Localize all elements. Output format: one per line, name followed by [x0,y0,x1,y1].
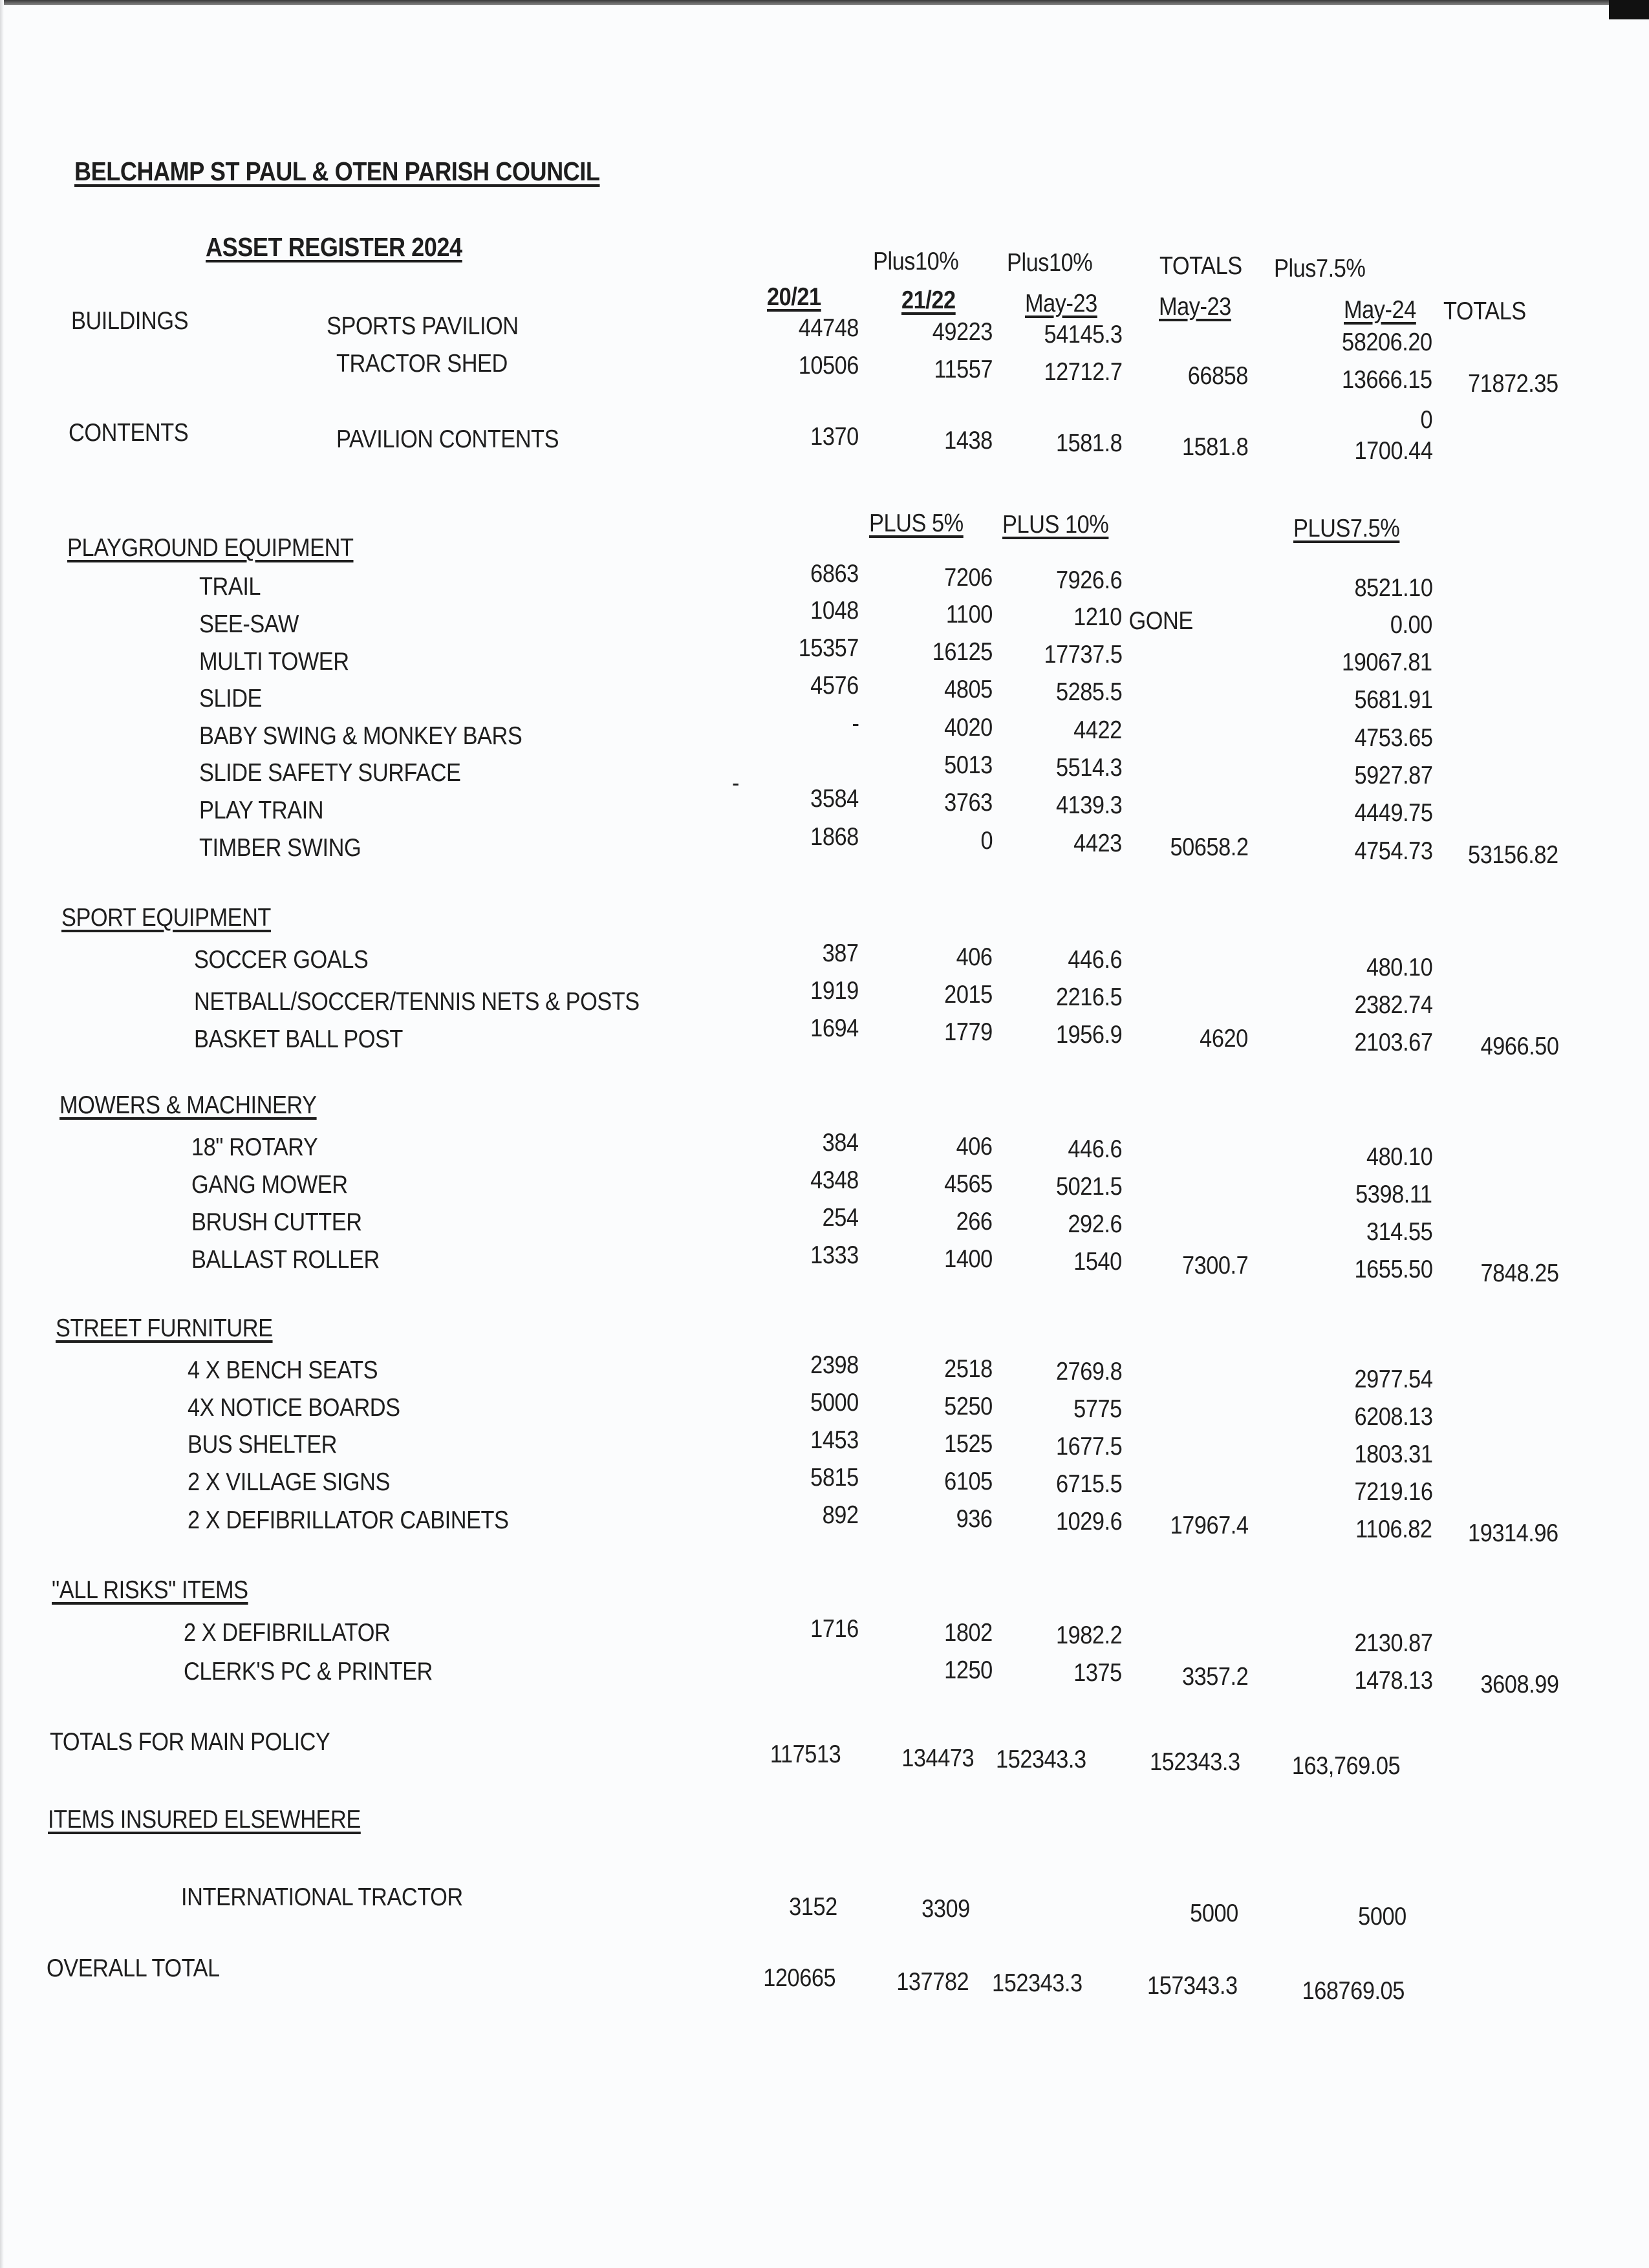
item-name: MULTI TOWER [199,648,349,676]
cell-v2122: 16125 [932,638,993,666]
cell-may23: 2769.8 [1055,1358,1122,1385]
header-plus10: PLUS 10% [1002,511,1109,539]
cell-v2122: 1779 [944,1018,993,1046]
cell-may24: 1700.44 [1354,437,1432,465]
item-name: 18" ROTARY [191,1133,318,1161]
header-totals-may23: TOTALS [1159,252,1242,280]
main-policy-may24: 163,769.05 [1291,1752,1400,1780]
cell-v2021: 2398 [810,1351,859,1379]
elsewhere-2122: 3309 [921,1895,970,1923]
item-name: CLERK'S PC & PRINTER [184,1658,433,1685]
cell-v2021: 5815 [810,1464,859,1492]
cell-v2021: 1048 [810,597,859,625]
cell-may23: 7926.6 [1055,566,1122,594]
cell-may23: 1677.5 [1055,1433,1122,1460]
elsewhere-2021: 3152 [789,1893,837,1921]
item-name: BRUSH CUTTER [191,1208,362,1236]
section-playground: PLAYGROUND EQUIPMENT [67,534,354,562]
section-buildings: BUILDINGS [71,307,189,335]
col-header-may23: May-23 [1025,290,1097,317]
header-plus5: PLUS 5% [869,509,964,537]
cell-v2122: 1250 [944,1656,993,1684]
cell-v2122: 2015 [944,981,993,1009]
item-name: 4X NOTICE BOARDS [188,1394,400,1422]
cell-may23-total: 1581.8 [1181,433,1248,461]
cell-v2122: 4020 [944,714,993,742]
cell-may24: 19067.81 [1342,648,1432,676]
cell-may24: 5398.11 [1355,1181,1432,1208]
cell-v2021: 1716 [810,1615,859,1643]
cell-may24: 7219.16 [1354,1478,1432,1506]
cell-v2122: 2518 [944,1355,993,1383]
cell-may23: 446.6 [1068,1135,1122,1163]
item-name: BALLAST ROLLER [191,1246,380,1274]
cell-may23: 5285.5 [1055,678,1122,706]
main-policy-2122: 134473 [901,1744,974,1772]
overall-2021: 120665 [763,1964,835,1992]
cell-v2021: - [852,710,859,738]
cell-may23-total: 3357.2 [1181,1663,1248,1691]
cell-may24: 4449.75 [1354,799,1432,827]
cell-v2021: 387 [823,939,859,967]
cell-may24: 480.10 [1366,954,1432,981]
item-name: PAVILION CONTENTS [336,425,559,453]
overall-may24: 168769.05 [1302,1977,1405,2005]
cell-v2021: 1694 [810,1014,859,1042]
scan-corner-mark [1609,0,1649,19]
cell-may24: 4754.73 [1354,837,1432,865]
cell-may23: 5021.5 [1055,1173,1122,1201]
cell-v2122: 49223 [932,318,993,346]
cell-may23: 446.6 [1068,946,1122,974]
overall-total-label: OVERALL TOTAL [47,1954,220,1982]
cell-may24: 2103.67 [1354,1029,1432,1056]
cell-v2122: 7206 [944,564,993,592]
cell-may24: 4753.65 [1354,724,1432,752]
cell-v2122: 5013 [944,751,993,779]
item-name: 2 X DEFIBRILLATOR [184,1619,391,1647]
cell-may24: 480.10 [1366,1143,1432,1171]
cell-v2122: 6105 [944,1468,993,1495]
item-name: TRACTOR SHED [336,350,508,378]
cell-v2021: 4348 [810,1166,859,1194]
section-sport: SPORT EQUIPMENT [61,904,271,932]
overall-may23: 152343.3 [992,1969,1083,1997]
overall-2122: 137782 [896,1968,969,1996]
cell-v2122: 1438 [944,427,993,455]
col-header-2021: 20/21 [767,283,821,311]
cell-v2021: 1919 [810,977,859,1005]
cell-may23-total: 7300.7 [1181,1252,1248,1279]
cell-v2021: 1453 [810,1426,859,1454]
cell-v2122: 406 [956,1133,993,1161]
cell-may24: 314.55 [1366,1218,1432,1246]
cell-may23: 5514.3 [1055,754,1122,782]
cell-may24: 8521.10 [1354,574,1432,602]
cell-total: 3608.99 [1480,1671,1558,1698]
cell-may23: 1956.9 [1055,1021,1122,1049]
cell-total: 53156.82 [1468,841,1558,869]
cell-may23: 292.6 [1068,1210,1122,1238]
cell-may23-total: 50658.2 [1170,833,1248,861]
cell-may24: 1803.31 [1354,1440,1432,1468]
item-name: TRAIL [199,573,261,601]
cell-total: 4966.50 [1480,1032,1558,1060]
section-elsewhere: ITEMS INSURED ELSEWHERE [48,1806,361,1834]
cell-v2021: 1370 [810,423,859,451]
item-name: 2 X DEFIBRILLATOR CABINETS [188,1506,509,1534]
col-header-2122: 21/22 [901,286,956,314]
zero-marker: 0 [1420,406,1432,434]
item-name: SOCCER GOALS [194,946,369,974]
cell-may23: 12712.7 [1044,358,1122,386]
cell-may23: 4423 [1073,829,1122,857]
cell-v2021: 4576 [810,672,859,700]
item-name: SLIDE SAFETY SURFACE [199,759,461,787]
cell-may23: 1210 [1073,603,1122,631]
item-name: INTERNATIONAL TRACTOR [181,1883,463,1911]
item-name: NETBALL/SOCCER/TENNIS NETS & POSTS [194,988,640,1016]
elsewhere-may23-total: 5000 [1190,1899,1238,1927]
cell-total: 7848.25 [1480,1259,1558,1287]
cell-may24: 5681.91 [1354,686,1432,714]
cell-may24: 1478.13 [1354,1667,1432,1695]
cell-may23: 4422 [1073,716,1122,744]
cell-may23: 17737.5 [1044,641,1122,669]
main-policy-may23-total: 152343.3 [1150,1748,1240,1776]
cell-may24: 58206.20 [1342,328,1432,356]
main-policy-2021: 117513 [770,1740,841,1768]
scan-border-top [0,0,1649,5]
section-street: STREET FURNITURE [56,1314,273,1342]
header-plus10-2122: Plus10% [873,248,959,275]
cell-v2122: 1525 [944,1430,993,1458]
main-policy-may23: 152343.3 [996,1746,1086,1773]
cell-v2021: 10506 [798,352,859,380]
main-policy-label: TOTALS FOR MAIN POLICY [50,1728,330,1756]
cell-may23: 1375 [1073,1659,1122,1687]
cell-may23: 2216.5 [1055,983,1122,1011]
item-name: BUS SHELTER [188,1431,338,1459]
stray-dash: - [732,769,739,797]
col-header-may24: May-24 [1344,296,1416,324]
cell-v2021: 892 [823,1501,859,1529]
cell-v2021: 1868 [810,823,859,851]
cell-may24: 0.00 [1390,611,1432,639]
cell-may24: 13666.15 [1342,366,1432,394]
item-name: SPORTS PAVILION [327,312,519,340]
cell-may24: 5927.87 [1354,762,1432,789]
cell-total: 71872.35 [1468,370,1558,398]
cell-may23: 54145.3 [1044,321,1122,348]
cell-may24: 6208.13 [1354,1403,1432,1431]
cell-may23: 4139.3 [1055,791,1122,819]
cell-v2122: 266 [956,1208,993,1236]
item-name: BABY SWING & MONKEY BARS [199,722,523,750]
header-plus75-may24: Plus7.5% [1274,255,1366,283]
cell-v2122: 5250 [944,1393,993,1420]
cell-v2122: 0 [980,827,993,855]
cell-may23-total: 66858 [1187,362,1248,390]
cell-may23: 1982.2 [1055,1621,1122,1649]
cell-may23: 1540 [1073,1248,1122,1276]
item-name: TIMBER SWING [199,834,361,862]
header-plus10-may23: Plus10% [1007,249,1093,277]
scan-border-left [0,0,4,2268]
header-plus75: PLUS7.5% [1293,515,1400,542]
cell-v2122: 1400 [944,1245,993,1273]
cell-v2021: 5000 [810,1389,859,1417]
cell-v2021: 44748 [798,314,859,342]
cell-v2021: 3584 [810,785,859,813]
cell-v2122: 4565 [944,1170,993,1198]
cell-may24: 1106.82 [1355,1515,1432,1543]
cell-v2122: 3763 [944,789,993,817]
cell-may23-total: 4620 [1200,1025,1248,1053]
cell-v2122: 1100 [945,601,993,628]
document-subtitle: ASSET REGISTER 2024 [206,232,462,262]
elsewhere-may24: 5000 [1358,1903,1406,1931]
cell-may24: 1655.50 [1354,1256,1432,1283]
cell-v2122: 4805 [944,676,993,703]
document-title: BELCHAMP ST PAUL & OTEN PARISH COUNCIL [74,156,600,186]
cell-v2122: 1802 [944,1619,993,1647]
cell-v2122: 11557 [934,356,993,383]
cell-may23: 6715.5 [1055,1470,1122,1498]
cell-may24: 2130.87 [1354,1629,1432,1657]
item-name: PLAY TRAIN [199,797,324,824]
item-name: BASKET BALL POST [194,1025,403,1053]
cell-v2021: 1333 [810,1241,859,1269]
cell-may23-total: 17967.4 [1170,1512,1248,1539]
section-contents: CONTENTS [69,419,189,447]
section-all-risks: "ALL RISKS" ITEMS [52,1576,248,1604]
cell-may24: 2382.74 [1354,991,1432,1019]
cell-may24: 2977.54 [1354,1365,1432,1393]
section-mowers: MOWERS & MACHINERY [59,1091,317,1119]
cell-v2021: 6863 [810,560,859,588]
item-name: 2 X VILLAGE SIGNS [188,1468,390,1496]
cell-v2021: 254 [823,1204,859,1232]
cell-may23-total: GONE [1128,607,1193,635]
cell-may23: 5775 [1073,1395,1122,1423]
item-name: 4 X BENCH SEATS [188,1356,378,1384]
col-header-totals: TOTALS [1443,297,1526,325]
cell-total: 19314.96 [1468,1519,1558,1547]
cell-may23: 1029.6 [1055,1508,1122,1535]
col-header-may23-totals: May-23 [1159,293,1231,321]
cell-v2021: 15357 [798,634,859,662]
cell-v2122: 936 [956,1505,993,1533]
cell-may23: 1581.8 [1055,429,1122,457]
item-name: GANG MOWER [191,1171,348,1199]
item-name: SLIDE [199,685,262,712]
cell-v2021: 384 [823,1129,859,1157]
cell-v2122: 406 [956,943,993,971]
item-name: SEE-SAW [199,610,299,638]
overall-may23-total: 157343.3 [1147,1972,1238,2000]
